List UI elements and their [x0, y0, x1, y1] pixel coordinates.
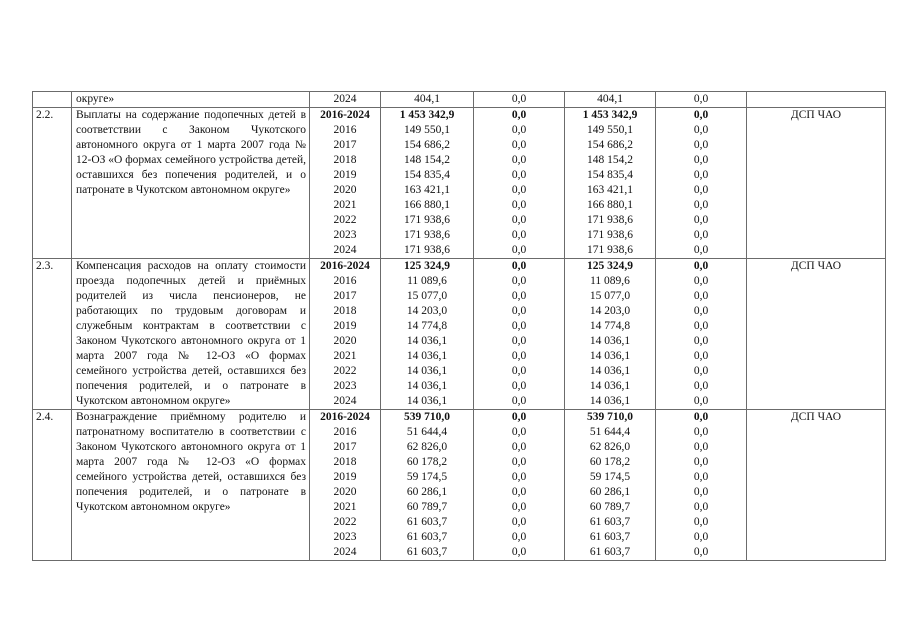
- regional-budget-cell-value: 14 036,1: [589, 350, 631, 362]
- total-cell-value: 11 089,6: [407, 275, 447, 287]
- year-cell-value: 2021: [333, 501, 357, 513]
- federal-budget-cell-value: 0,0: [511, 169, 527, 181]
- year-cell: [310, 259, 381, 410]
- total-cell-value: 125 324,9: [404, 260, 450, 272]
- regional-budget-cell-value: 61 603,7: [589, 531, 631, 543]
- other-sources-cell-value: 0,0: [693, 320, 709, 332]
- total-cell-value: 166 880,1: [404, 199, 450, 211]
- executor-cell: ДСП ЧАО: [747, 259, 886, 410]
- other-sources-cell-value: 0,0: [693, 260, 709, 272]
- federal-budget-cell-value: 0,0: [511, 199, 527, 211]
- year-cell-value: 2024: [333, 244, 357, 256]
- year-cell-value: 2021: [333, 350, 357, 362]
- total-cell-value: 60 286,1: [406, 486, 448, 498]
- federal-budget-cell: [474, 92, 565, 108]
- other-sources-cell: [656, 92, 747, 108]
- federal-budget-cell-value: 0,0: [511, 229, 527, 241]
- total-cell-value: 60 178,2: [406, 456, 448, 468]
- year-cell-value: 2019: [333, 471, 357, 483]
- year-cell-value: 2024: [333, 93, 357, 105]
- total-cell-value: 163 421,1: [404, 184, 450, 196]
- regional-budget-cell-value: 60 286,1: [589, 486, 631, 498]
- other-sources-cell: [656, 108, 747, 259]
- total-cell: [381, 259, 474, 410]
- year-cell-value: 2016: [333, 426, 357, 438]
- regional-budget-cell-value: 163 421,1: [587, 184, 633, 196]
- year-cell-value: 2017: [333, 441, 357, 453]
- regional-budget-cell-value: 14 036,1: [589, 335, 631, 347]
- federal-budget-cell: [474, 410, 565, 561]
- regional-budget-cell-value: 149 550,1: [587, 124, 633, 136]
- regional-budget-cell-value: 171 938,6: [587, 244, 633, 256]
- total-cell-value: 171 938,6: [404, 229, 450, 241]
- regional-budget-cell-value: 148 154,2: [587, 154, 633, 166]
- year-cell-value: 2020: [333, 486, 357, 498]
- regional-budget-cell: [565, 259, 656, 410]
- federal-budget-cell-value: 0,0: [511, 109, 527, 121]
- total-cell-value: 14 774,8: [406, 320, 448, 332]
- total-cell-value: 14 036,1: [406, 350, 448, 362]
- funding-table: [32, 91, 886, 561]
- regional-budget-cell-value: 154 686,2: [587, 139, 633, 151]
- other-sources-cell-value: 0,0: [693, 546, 709, 558]
- year-cell: [310, 108, 381, 259]
- total-cell-value: 61 603,7: [406, 516, 448, 528]
- other-sources-cell-value: 0,0: [693, 426, 709, 438]
- regional-budget-cell-value: 404,1: [597, 93, 623, 105]
- item-number: [33, 92, 72, 108]
- other-sources-cell-value: 0,0: [693, 501, 709, 513]
- funding-table-body: [33, 92, 886, 561]
- year-cell-value: 2020: [333, 184, 357, 196]
- federal-budget-cell-value: 0,0: [511, 456, 527, 468]
- year-cell-value: 2023: [333, 531, 357, 543]
- regional-budget-cell-value: 14 774,8: [589, 320, 631, 332]
- other-sources-cell: [656, 410, 747, 561]
- year-cell-value: 2022: [333, 214, 357, 226]
- total-cell-value: 14 036,1: [406, 395, 448, 407]
- total-cell-value: 15 077,0: [406, 290, 448, 302]
- federal-budget-cell-value: 0,0: [511, 471, 527, 483]
- other-sources-cell: [656, 259, 747, 410]
- total-cell-value: 62 826,0: [406, 441, 448, 453]
- table-row: [33, 92, 886, 108]
- regional-budget-cell-value: 15 077,0: [589, 290, 631, 302]
- other-sources-cell-value: 0,0: [693, 305, 709, 317]
- other-sources-cell-value: 0,0: [693, 139, 709, 151]
- total-cell-value: 154 686,2: [404, 139, 450, 151]
- item-description-text: Вознаграждение приёмному родителю и патронатному воспитателю в соответствии с Законом Чукотского автономного округа от 1 марта 2007 года № 12-ОЗ «О формах семейного устройства детей, оставшихся без попечения родителей, и о патронате в Чукотском автономном округе»: [76, 411, 306, 513]
- other-sources-cell-value: 0,0: [693, 395, 709, 407]
- year-cell-value: 2016-2024: [320, 109, 370, 121]
- total-cell-value: 171 938,6: [404, 214, 450, 226]
- other-sources-cell-value: 0,0: [693, 229, 709, 241]
- item-number: 2.4.: [33, 410, 72, 561]
- regional-budget-cell-value: 171 938,6: [587, 214, 633, 226]
- federal-budget-cell-value: 0,0: [511, 546, 527, 558]
- regional-budget-cell-value: 51 644,4: [589, 426, 631, 438]
- other-sources-cell-value: 0,0: [693, 486, 709, 498]
- total-cell-value: 148 154,2: [404, 154, 450, 166]
- regional-budget-cell-value: 125 324,9: [587, 260, 633, 272]
- total-cell-value: 14 036,1: [406, 380, 448, 392]
- other-sources-cell-value: 0,0: [693, 290, 709, 302]
- total-cell-value: 539 710,0: [404, 411, 450, 423]
- other-sources-cell-value: 0,0: [693, 456, 709, 468]
- total-cell-value: 154 835,4: [404, 169, 450, 181]
- federal-budget-cell-value: 0,0: [511, 365, 527, 377]
- table-row: [33, 410, 886, 561]
- regional-budget-cell-value: 1 453 342,9: [582, 109, 638, 121]
- year-cell-value: 2022: [333, 516, 357, 528]
- document-page: [32, 91, 876, 561]
- year-cell-value: 2021: [333, 199, 357, 211]
- regional-budget-cell-value: 59 174,5: [589, 471, 631, 483]
- federal-budget-cell-value: 0,0: [511, 350, 527, 362]
- other-sources-cell-value: 0,0: [693, 531, 709, 543]
- regional-budget-cell-value: 14 036,1: [589, 395, 631, 407]
- regional-budget-cell-value: 60 789,7: [589, 501, 631, 513]
- regional-budget-cell: [565, 92, 656, 108]
- item-number: 2.2.: [33, 108, 72, 259]
- year-cell-value: 2019: [333, 169, 357, 181]
- year-cell-value: 2022: [333, 365, 357, 377]
- total-cell: [381, 410, 474, 561]
- year-cell: [310, 92, 381, 108]
- item-description: [72, 259, 310, 410]
- year-cell-value: 2017: [333, 139, 357, 151]
- regional-budget-cell-value: 171 938,6: [587, 229, 633, 241]
- regional-budget-cell-value: 14 203,0: [589, 305, 631, 317]
- other-sources-cell-value: 0,0: [693, 199, 709, 211]
- other-sources-cell-value: 0,0: [693, 184, 709, 196]
- total-cell-value: 1 453 342,9: [399, 109, 455, 121]
- federal-budget-cell-value: 0,0: [511, 380, 527, 392]
- executor-cell: ДСП ЧАО: [747, 108, 886, 259]
- total-cell-value: 51 644,4: [406, 426, 448, 438]
- federal-budget-cell-value: 0,0: [511, 154, 527, 166]
- federal-budget-cell-value: 0,0: [511, 290, 527, 302]
- year-cell-value: 2016: [333, 124, 357, 136]
- regional-budget-cell: [565, 410, 656, 561]
- regional-budget-cell-value: 14 036,1: [589, 365, 631, 377]
- year-cell-value: 2024: [333, 395, 357, 407]
- year-cell-value: 2018: [333, 456, 357, 468]
- other-sources-cell-value: 0,0: [693, 350, 709, 362]
- item-number: 2.3.: [33, 259, 72, 410]
- executor-cell: ДСП ЧАО: [747, 410, 886, 561]
- federal-budget-cell-value: 0,0: [511, 395, 527, 407]
- federal-budget-cell-value: 0,0: [511, 260, 527, 272]
- table-row: [33, 259, 886, 410]
- federal-budget-cell-value: 0,0: [511, 335, 527, 347]
- federal-budget-cell-value: 0,0: [511, 275, 527, 287]
- federal-budget-cell-value: 0,0: [511, 305, 527, 317]
- regional-budget-cell-value: 154 835,4: [587, 169, 633, 181]
- total-cell-value: 14 036,1: [406, 365, 448, 377]
- other-sources-cell-value: 0,0: [693, 214, 709, 226]
- total-cell-value: 59 174,5: [406, 471, 448, 483]
- regional-budget-cell-value: 61 603,7: [589, 546, 631, 558]
- other-sources-cell-value: 0,0: [693, 93, 709, 105]
- federal-budget-cell-value: 0,0: [511, 426, 527, 438]
- regional-budget-cell-value: 11 089,6: [590, 275, 630, 287]
- year-cell-value: 2023: [333, 380, 357, 392]
- other-sources-cell-value: 0,0: [693, 109, 709, 121]
- other-sources-cell-value: 0,0: [693, 365, 709, 377]
- federal-budget-cell-value: 0,0: [511, 441, 527, 453]
- other-sources-cell-value: 0,0: [693, 411, 709, 423]
- federal-budget-cell-value: 0,0: [511, 139, 527, 151]
- other-sources-cell-value: 0,0: [693, 516, 709, 528]
- total-cell-value: 171 938,6: [404, 244, 450, 256]
- federal-budget-cell-value: 0,0: [511, 320, 527, 332]
- federal-budget-cell-value: 0,0: [511, 124, 527, 136]
- federal-budget-cell-value: 0,0: [511, 244, 527, 256]
- other-sources-cell-value: 0,0: [693, 169, 709, 181]
- total-cell-value: 60 789,7: [406, 501, 448, 513]
- other-sources-cell-value: 0,0: [693, 124, 709, 136]
- item-description: [72, 92, 310, 108]
- federal-budget-cell-value: 0,0: [511, 516, 527, 528]
- total-cell-value: 14 203,0: [406, 305, 448, 317]
- year-cell-value: 2019: [333, 320, 357, 332]
- regional-budget-cell-value: 62 826,0: [589, 441, 631, 453]
- other-sources-cell-value: 0,0: [693, 380, 709, 392]
- regional-budget-cell-value: 61 603,7: [589, 516, 631, 528]
- federal-budget-cell: [474, 259, 565, 410]
- other-sources-cell-value: 0,0: [693, 441, 709, 453]
- other-sources-cell-value: 0,0: [693, 471, 709, 483]
- federal-budget-cell-value: 0,0: [511, 184, 527, 196]
- total-cell-value: 404,1: [414, 93, 440, 105]
- federal-budget-cell-value: 0,0: [511, 411, 527, 423]
- federal-budget-cell-value: 0,0: [511, 486, 527, 498]
- federal-budget-cell: [474, 108, 565, 259]
- item-description-text: Компенсация расходов на оплату стоимости проезда подопечных детей и приёмных родителей из числа пенсионеров, не работающих по трудовым договорам и служебным контрактам в соответствии с Законом Чукотского автономного округа от 1 марта 2007 года № 12-ОЗ «О формах семейного устройства детей, оставшихся без попечения родителей, и о патронате в Чукотском автономном округе»: [76, 260, 306, 407]
- total-cell-value: 61 603,7: [406, 531, 448, 543]
- regional-budget-cell-value: 60 178,2: [589, 456, 631, 468]
- year-cell-value: 2018: [333, 154, 357, 166]
- item-description-text: Выплаты на содержание подопечных детей в соответствии с Законом Чукотского автономного округа от 1 марта 2007 года № 12-ОЗ «О формах семейного устройства детей, оставшихся без попечения родителей, и о патронате в Чукотском автономном округе»: [76, 109, 306, 196]
- total-cell: [381, 92, 474, 108]
- other-sources-cell-value: 0,0: [693, 244, 709, 256]
- regional-budget-cell-value: 166 880,1: [587, 199, 633, 211]
- item-description: [72, 108, 310, 259]
- table-row: [33, 108, 886, 259]
- federal-budget-cell-value: 0,0: [511, 93, 527, 105]
- other-sources-cell-value: 0,0: [693, 275, 709, 287]
- federal-budget-cell-value: 0,0: [511, 214, 527, 226]
- total-cell-value: 149 550,1: [404, 124, 450, 136]
- other-sources-cell-value: 0,0: [693, 154, 709, 166]
- federal-budget-cell-value: 0,0: [511, 501, 527, 513]
- year-cell-value: 2016-2024: [320, 411, 370, 423]
- year-cell-value: 2024: [333, 546, 357, 558]
- federal-budget-cell-value: 0,0: [511, 531, 527, 543]
- item-description: [72, 410, 310, 561]
- total-cell: [381, 108, 474, 259]
- year-cell-value: 2023: [333, 229, 357, 241]
- year-cell: [310, 410, 381, 561]
- other-sources-cell-value: 0,0: [693, 335, 709, 347]
- total-cell-value: 14 036,1: [406, 335, 448, 347]
- executor-cell: [747, 92, 886, 108]
- year-cell-value: 2020: [333, 335, 357, 347]
- total-cell-value: 61 603,7: [406, 546, 448, 558]
- item-description-text: округе»: [76, 93, 115, 105]
- year-cell-value: 2016: [333, 275, 357, 287]
- year-cell-value: 2017: [333, 290, 357, 302]
- regional-budget-cell-value: 14 036,1: [589, 380, 631, 392]
- regional-budget-cell: [565, 108, 656, 259]
- year-cell-value: 2018: [333, 305, 357, 317]
- regional-budget-cell-value: 539 710,0: [587, 411, 633, 423]
- year-cell-value: 2016-2024: [320, 260, 370, 272]
